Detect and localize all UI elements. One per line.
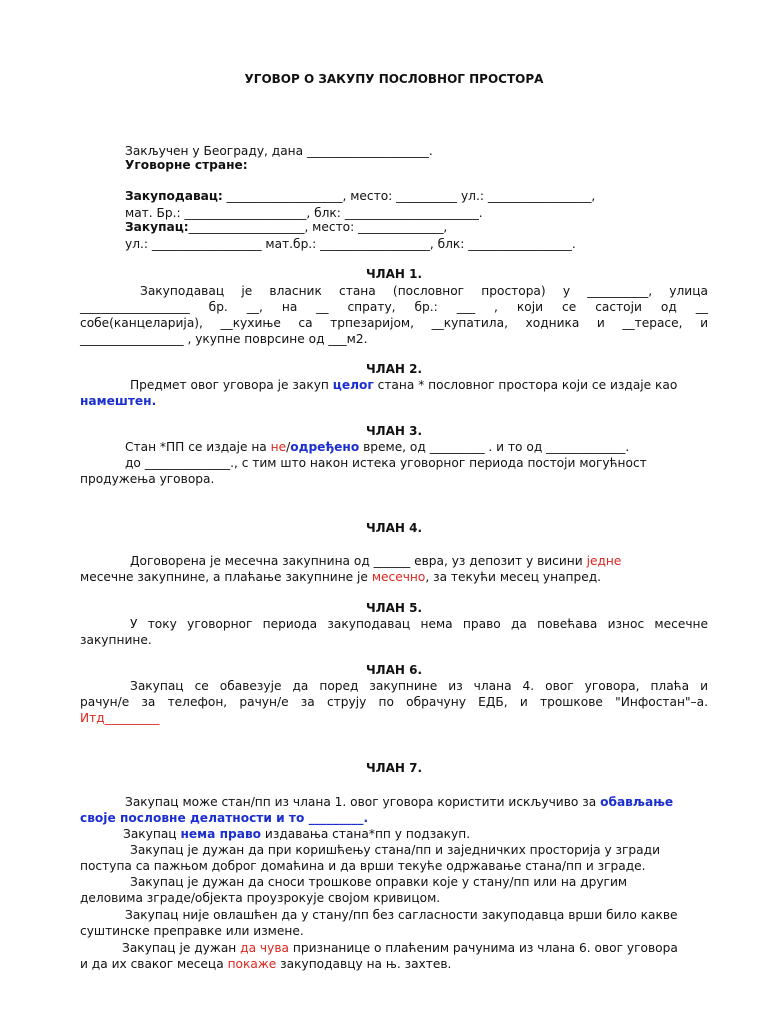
article-7-line-2: своје пословне делатности и то _________. xyxy=(80,811,369,825)
article-6-line-1: Закупац се обавезује да поред закупнине из члана 4. овог уговора, плаћа и xyxy=(130,679,708,693)
tenant-line-2: ул.: __________________ мат.бр.: __________________, блк: _________________. xyxy=(125,237,576,251)
article-7-line-6: Закупац је дужан да сноси трошкове оправки које у стану/пп или на другим xyxy=(130,875,628,889)
highlight-show: покаже xyxy=(227,957,277,971)
highlight-whole: целог xyxy=(332,378,374,392)
article-2-line-1: Предмет овог уговора је закуп целог стана * пословног простора који се издаје као xyxy=(130,378,678,392)
highlight-definite: одређено xyxy=(290,440,360,454)
article-7-line-4: Закупац је дужан да при коришћењу стана/пп и заједничких просторија у згради xyxy=(130,843,660,857)
article-7-heading: ЧЛАН 7. xyxy=(365,761,423,775)
article-3-heading: ЧЛАН 3. xyxy=(365,424,423,438)
article-7-line-8: Закупац није овлашћен да у стану/пп без сагласности закуподавца врши било какве xyxy=(125,908,678,922)
document-title: УГОВОР О ЗАКУПУ ПОСЛОВНОГ ПРОСТОРА xyxy=(244,72,544,86)
article-7-line-10: Закупац је дужан да чува признанице о плаћеним рачунима из члана 6. овог уговора xyxy=(122,941,678,955)
article-7-line-1: Закупац може стан/пп из члана 1. овог уговора користити искључиво за обављање xyxy=(125,795,674,809)
parties-label: Уговорне стране: xyxy=(125,158,248,172)
article-2-furnished: намештен. xyxy=(80,394,157,408)
article-1-heading: ЧЛАН 1. xyxy=(365,267,423,281)
tenant-label: Закупац: xyxy=(125,220,189,234)
landlord-label: Закуподавац: xyxy=(125,189,223,203)
landlord-line-2: мат. Бр.: ____________________, блк: ______________________. xyxy=(125,206,483,220)
article-3-line-2: до ______________., с тим што након истека уговорног периода постоји могућност xyxy=(125,456,647,470)
article-7-line-5: поступа са пажњом доброг домаћина и да врши текуће одржавање стана/пп и зграде. xyxy=(80,859,646,873)
article-5-heading: ЧЛАН 5. xyxy=(365,601,423,615)
article-5-line-2: закупнине. xyxy=(80,633,152,647)
highlight-one: једне xyxy=(586,554,622,568)
tenant-line-1: Закупац:___________________, место: ______________, xyxy=(125,220,448,234)
highlight-monthly: месечно xyxy=(371,570,426,584)
highlight-no-right: нема право xyxy=(180,827,262,841)
article-1-line-2: __________________ бр. __, на __ спрату, бр.: ___ , који се састоји од __ xyxy=(80,300,708,314)
article-5-line-1: У току уговорног периода закуподавац нема право да повећава износ месечне xyxy=(130,617,708,631)
article-7-line-3: Закупац нема право издавања стана*пп у подзакуп. xyxy=(123,827,471,841)
article-1-line-3: собе(канцеларија), __кухиње са трпезаријом, __купатила, ходника и __терасе, и xyxy=(80,316,708,330)
article-4-line-1: Договорена је месечна закупнина од ______ евра, уз депозит у висини једне xyxy=(130,554,622,568)
article-4-line-2: месечне закупнине, а плаћање закупнине је месечно, за текући месец унапред. xyxy=(80,570,602,584)
concluded-line: Закључен у Београду, дана ____________________. xyxy=(125,144,433,158)
article-1-line-4: _________________ , укупне поврсине од ___м2. xyxy=(80,332,368,346)
highlight-not: не xyxy=(270,440,287,454)
highlight-keep: да чува xyxy=(240,941,289,955)
article-3-line-1: Стан *ПП се издаје на не/одређено време, од _________ . и то од _____________. xyxy=(125,440,630,454)
highlight-performing: обављање xyxy=(600,795,674,809)
landlord-line-1: Закуподавац: ___________________, место: __________ ул.: _________________, xyxy=(125,189,596,203)
article-2-heading: ЧЛАН 2. xyxy=(365,362,423,376)
article-3-line-3: продужења уговора. xyxy=(80,472,215,486)
article-1-line-1: Закуподавац је власник стана (пословног простора) у __________, улица xyxy=(140,284,708,298)
article-4-heading: ЧЛАН 4. xyxy=(365,521,423,535)
article-7-line-11: и да их сваког месеца покаже закуподавцу на њ. захтев. xyxy=(80,957,452,971)
article-7-line-9: суштинске преправке или измене. xyxy=(80,924,304,938)
article-6-etc: Итд_________ xyxy=(80,711,160,725)
article-6-line-2: рачун/е за телефон, рачун/е за струју по обрачуну ЕДБ, и трошкове "Инфостан"–а. xyxy=(80,695,708,709)
article-7-line-7: деловима зграде/објекта проузрокује својом кривицом. xyxy=(80,891,441,905)
article-6-heading: ЧЛАН 6. xyxy=(365,663,423,677)
